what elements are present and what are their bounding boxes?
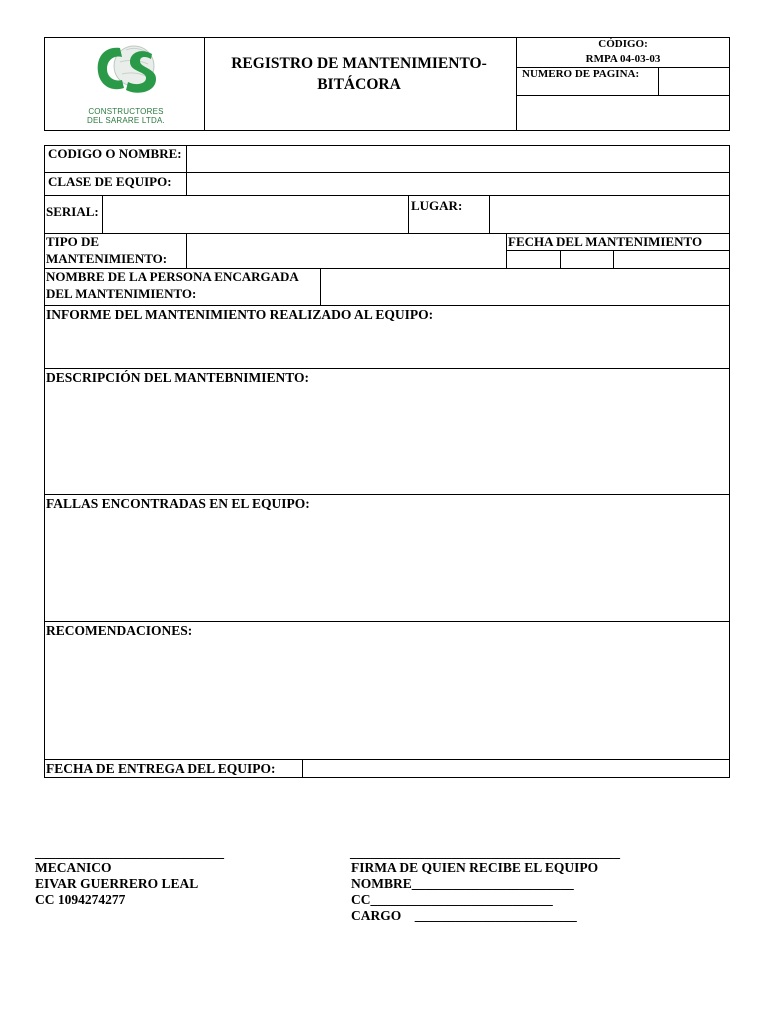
serial-field[interactable]: [103, 196, 407, 233]
fecha-entrega-field[interactable]: [303, 760, 729, 777]
informe-label: INFORME DEL MANTENIMIENTO REALIZADO AL EQUIPO:: [46, 307, 434, 322]
fallas-field[interactable]: [45, 513, 729, 621]
fecha-month-field[interactable]: [561, 251, 613, 268]
numero-pagina-label: NUMERO DE PAGINA:: [522, 68, 640, 80]
company-logo: [76, 38, 176, 125]
header-divider-2: [516, 37, 517, 131]
header-divider-1: [204, 37, 205, 131]
fallas-label: FALLAS ENCONTRADAS EN EL EQUIPO:: [46, 496, 310, 511]
document-title-line-2: BITÁCORA: [317, 76, 401, 93]
header-page-separator: [516, 95, 730, 96]
descripcion-field[interactable]: [45, 387, 729, 494]
fecha-day-field[interactable]: [507, 251, 560, 268]
mecanico-name: EIVAR GUERRERO LEAL: [35, 876, 199, 891]
serial-label: SERIAL:: [46, 204, 99, 219]
mecanico-signature-line[interactable]: ____________________________: [35, 845, 224, 860]
logo-line-2: DEL SARARE LTDA.: [87, 116, 165, 125]
receptor-cargo[interactable]: CARGO ________________________: [351, 908, 577, 923]
logo-line-1: CONSTRUCTORES: [88, 107, 164, 116]
lugar-field[interactable]: [490, 196, 729, 233]
nombre-encargado-label-1: NOMBRE DE LA PERSONA ENCARGADA: [46, 269, 299, 284]
receptor-signature-line[interactable]: ________________________________________: [350, 845, 620, 860]
nombre-encargado-field[interactable]: [321, 269, 729, 305]
codigo-value: RMPA 04-03-03: [585, 53, 661, 65]
receptor-title: FIRMA DE QUIEN RECIBE EL EQUIPO: [351, 860, 599, 875]
cs-logo-icon: [76, 38, 176, 102]
document-title-line-1: REGISTRO DE MANTENIMIENTO-: [231, 55, 487, 72]
mecanico-role: MECANICO: [35, 860, 112, 875]
fecha-entrega-label: FECHA DE ENTREGA DEL EQUIPO:: [46, 761, 276, 776]
receptor-nombre[interactable]: NOMBRE________________________: [351, 876, 574, 891]
recomendaciones-label: RECOMENDACIONES:: [46, 623, 193, 638]
tipo-mantenimiento-label-1: TIPO DE: [46, 234, 100, 249]
recomendaciones-field[interactable]: [45, 640, 729, 759]
mecanico-cc: CC 1094274277: [35, 892, 126, 907]
descripcion-label: DESCRIPCIÓN DEL MANTEBNIMIENTO:: [46, 370, 310, 385]
numero-pagina-field[interactable]: [659, 68, 729, 94]
receptor-cc[interactable]: CC___________________________: [351, 892, 553, 907]
clase-equipo-field[interactable]: [187, 173, 729, 195]
codigo-nombre-label: CODIGO O NOMBRE:: [48, 146, 182, 161]
tipo-mantenimiento-label-2: MANTENIMIENTO:: [46, 251, 168, 266]
fecha-mantenimiento-label: FECHA DEL MANTENIMIENTO: [508, 234, 703, 249]
fecha-year-field[interactable]: [614, 251, 729, 268]
clase-equipo-label: CLASE DE EQUIPO:: [48, 174, 172, 189]
codigo-nombre-field[interactable]: [187, 146, 729, 172]
tipo-mantenimiento-field[interactable]: [187, 234, 505, 268]
row-serial-divider-2: [408, 195, 409, 234]
lugar-label: LUGAR:: [411, 198, 463, 213]
informe-field[interactable]: [45, 324, 729, 368]
nombre-encargado-label-2: DEL MANTENIMIENTO:: [46, 286, 197, 301]
codigo-label: CÓDIGO:: [598, 38, 648, 50]
